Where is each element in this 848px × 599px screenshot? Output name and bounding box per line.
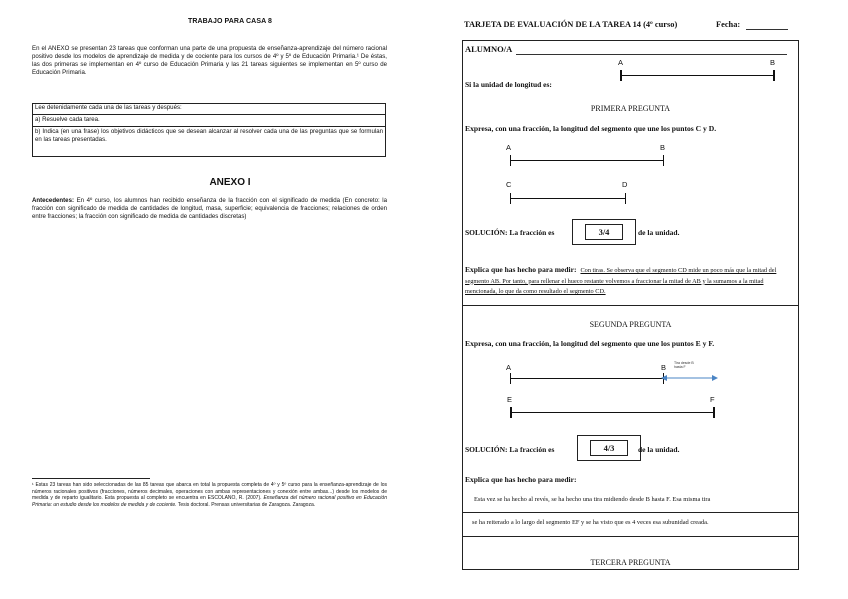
q2-question: Expresa, con una fracción, la longitud del segmento que une los puntos E y F. [465, 339, 715, 348]
unit-point-b: B [770, 58, 776, 67]
q2-measuring-strip-arrow [661, 373, 719, 383]
q1-explain-label: Explica que has hecho para medir: [465, 265, 577, 274]
antecedentes-paragraph [32, 197, 387, 221]
q2-explanation-line-2: se ha reiterado a lo largo del segmento EF y se ha visto que es 4 veces esa subunidad creada. [472, 519, 709, 526]
q2-segment-ef [510, 412, 714, 413]
unit-label: Si la unidad de longitud es: [465, 80, 552, 89]
footnote-text-a: ¹ Estas 23 tareas han sido seleccionadas de las 85 tareas que abarca en total la propuesta completa de 4º y 5º curso para la enseñanza-aprendizaje de los números racionales positivos (fracciones, números decimales, operaciones con ambas representaciones y conexión entre ambas...) desde los modelos de medida y de reparto igualitario. Esta propuesta al completo se encuentra en ESCOLANO, R. (2007). [32, 482, 387, 502]
alumno-field-line[interactable] [516, 54, 787, 55]
q2-title: SEGUNDA PREGUNTA [589, 320, 672, 329]
instructions-box [32, 103, 386, 157]
q2-answer-box [577, 435, 641, 461]
q2-segment-ab [510, 378, 664, 379]
q1-solution-label: SOLUCIÓN: La fracción es [465, 228, 555, 237]
q1-point-b: B [660, 143, 666, 152]
q2-point-e: E [507, 395, 513, 404]
q1-point-a: A [506, 143, 512, 152]
q2-point-a: A [506, 363, 512, 372]
unit-point-a: A [618, 58, 624, 67]
q2-explanation-line-1: Esta vez se ha hecho al revés, se ha hecho una tira midiendo desde B hasta F. Esa misma tira [474, 496, 711, 503]
q1-answer-box [572, 219, 636, 245]
footnote-divider [32, 478, 150, 479]
q1-tick-d [625, 193, 626, 204]
box-item-a: a) Resuelve cada tarea. [33, 114, 385, 124]
card-heading: TARJETA DE EVALUACIÓN DE LA TAREA 14 (4º curso) [464, 20, 678, 29]
q3-title: TERCERA PREGUNTA [590, 558, 671, 567]
q2-point-f: F [710, 395, 715, 404]
q1-point-c: C [506, 180, 512, 189]
q2-divider [462, 536, 799, 537]
unit-tick-a [620, 70, 622, 81]
q1-unit-suffix: de la unidad. [638, 228, 680, 237]
q2-unit-suffix: de la unidad. [638, 445, 680, 454]
q2-arrow-note: Tira desde B hasta F [674, 361, 694, 369]
footnote-title: Enseñanza del número racional positivo en Educación Primaria: un estudio desde los modelos de medida y de cociente. [32, 495, 387, 508]
q1-explanation: Con tiras. Se observa que el segmento CD mide un poco más que la mitad del segmento AB. Por tanto, para rellenar el hueco restante volvemos a fraccionar la mitad de AB y la sumamos a la mitad mencionada, lo que da como resultado el segmento CD. [465, 267, 777, 295]
q2-tick-a [510, 373, 511, 384]
footnote-text-b: Tesis doctoral. Prensas universitarias de Zaragoza. Zaragoza. [177, 501, 316, 508]
q1-tick-c [510, 193, 511, 204]
q1-explanation-block [465, 264, 791, 296]
q2-point-b: B [661, 363, 667, 372]
footnote [32, 482, 387, 508]
intro-paragraph: En el ANEXO se presentan 23 tareas que conforman una parte de una propuesta de enseñanza-aprendizaje del número racional positivo desde los modelos de aprendizaje de medida y de cociente para los cursos de 4º y 5º de Educación Primaria.¹ De éstas, las dos primeras se implementan en 4º curso de Educación Primaria y las 21 tareas siguientes se implementan en 5º curso de Educación Primaria. [32, 45, 387, 77]
unit-segment [620, 75, 774, 76]
box-read-instruction: Lee detenidamente cada una de las tareas y después: [35, 104, 182, 111]
q1-answer: 3/4 [585, 224, 623, 240]
left-page-title: TRABAJO PARA CASA 8 [187, 18, 273, 25]
q2-answer: 4/3 [590, 440, 628, 456]
q1-question: Expresa, con una fracción, la longitud del segmento que une los puntos C y D. [465, 124, 717, 133]
q1-divider [462, 305, 799, 306]
q2-tick-f [713, 407, 715, 418]
antecedentes-text: En 4º curso, los alumnos han recibido enseñanza de la fracción con el significado de medida (En concreto: la fracción con significado de medida de cantidades de longitud, masa, superficie; equivalencia de fracciones; relaciones de orden entre fracciones; la fracción con significado de medida de cantidades discretas) [32, 197, 387, 221]
q2-explain-label: Explica que has hecho para medir: [465, 475, 577, 484]
alumno-label: ALUMNO/A [465, 44, 513, 54]
fecha-field-line[interactable] [746, 29, 788, 30]
q1-segment-ab [510, 160, 664, 161]
anexo-title: ANEXO I [209, 177, 251, 188]
q2-tick-e [510, 407, 512, 418]
fecha-label: Fecha: [716, 20, 741, 29]
unit-tick-b [773, 70, 775, 81]
q1-tick-a [510, 155, 511, 166]
q1-point-d: D [622, 180, 628, 189]
q2-explanation-divider [462, 512, 799, 513]
antecedentes-label: Antecedentes: [32, 197, 74, 204]
q1-title: PRIMERA PREGUNTA [590, 104, 671, 113]
q2-solution-label: SOLUCIÓN: La fracción es [465, 445, 555, 454]
q1-tick-b [663, 155, 664, 166]
q1-segment-cd [510, 198, 626, 199]
box-item-b: b) Indica (en una frase) los objetivos didácticos que se desean alcanzar al resolver cada una de las preguntas que se formulan en las tareas presentadas. [35, 128, 383, 144]
